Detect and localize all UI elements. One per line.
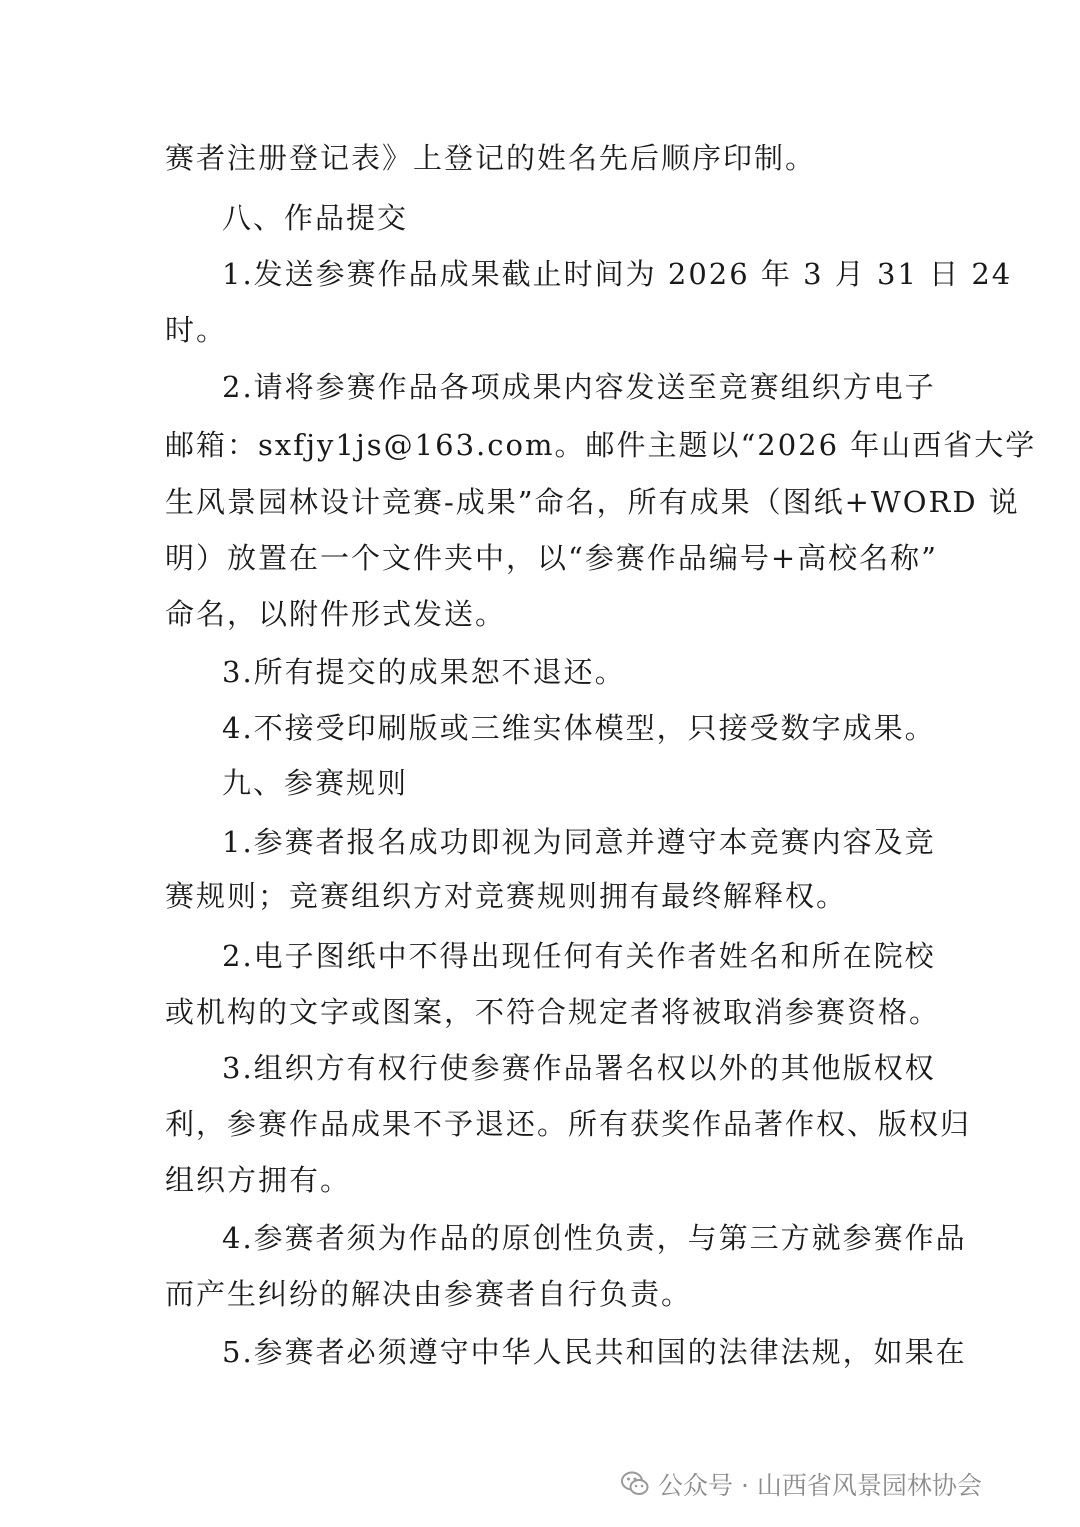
body-line: 命名，以附件形式发送。 xyxy=(165,597,507,631)
body-line: 利，参赛作品成果不予退还。所有获奖作品著作权、版权归 xyxy=(165,1107,972,1141)
body-line: 4.参赛者须为作品的原创性负责，与第三方就参赛作品 xyxy=(222,1221,967,1255)
body-line: 或机构的文字或图案，不符合规定者将被取消参赛资格。 xyxy=(165,995,941,1029)
wechat-icon xyxy=(620,1469,650,1499)
wechat-watermark xyxy=(620,1464,982,1504)
section-heading: 八、作品提交 xyxy=(222,201,409,235)
body-line: 赛规则；竞赛组织方对竞赛规则拥有最终解释权。 xyxy=(165,879,848,913)
body-line: 2.请将参赛作品各项成果内容发送至竞赛组织方电子 xyxy=(222,370,936,404)
body-line: 组织方拥有。 xyxy=(165,1163,352,1197)
body-line: 时。 xyxy=(165,313,228,347)
body-line: 赛者注册登记表》上登记的姓名先后顺序印制。 xyxy=(165,141,817,175)
section-heading: 九、参赛规则 xyxy=(222,766,409,800)
body-line: 5.参赛者必须遵守中华人民共和国的法律法规，如果在 xyxy=(222,1335,967,1369)
watermark-text: 公众号 · 山西省风景园林协会 xyxy=(658,1471,982,1500)
body-line: 明）放置在一个文件夹中，以“参赛作品编号+高校名称” xyxy=(165,541,938,575)
body-line: 1.发送参赛作品成果截止时间为 2026 年 3 月 31 日 24 xyxy=(222,257,1013,291)
body-line: 3.所有提交的成果恕不退还。 xyxy=(222,655,626,689)
body-line: 1.参赛者报名成功即视为同意并遵守本竞赛内容及竞 xyxy=(222,825,936,859)
body-line: 邮箱：sxfjy1js@163.com。邮件主题以“2026 年山西省大学 xyxy=(165,428,1037,462)
body-line: 2.电子图纸中不得出现任何有关作者姓名和所在院校 xyxy=(222,939,936,973)
body-line: 生风景园林设计竞赛-成果”命名，所有成果（图纸+WORD 说 xyxy=(165,485,1020,519)
body-line: 4.不接受印刷版或三维实体模型，只接受数字成果。 xyxy=(222,711,936,745)
body-line: 3.组织方有权行使参赛作品署名权以外的其他版权权 xyxy=(222,1051,936,1085)
body-line: 而产生纠纷的解决由参赛者自行负责。 xyxy=(165,1277,693,1311)
